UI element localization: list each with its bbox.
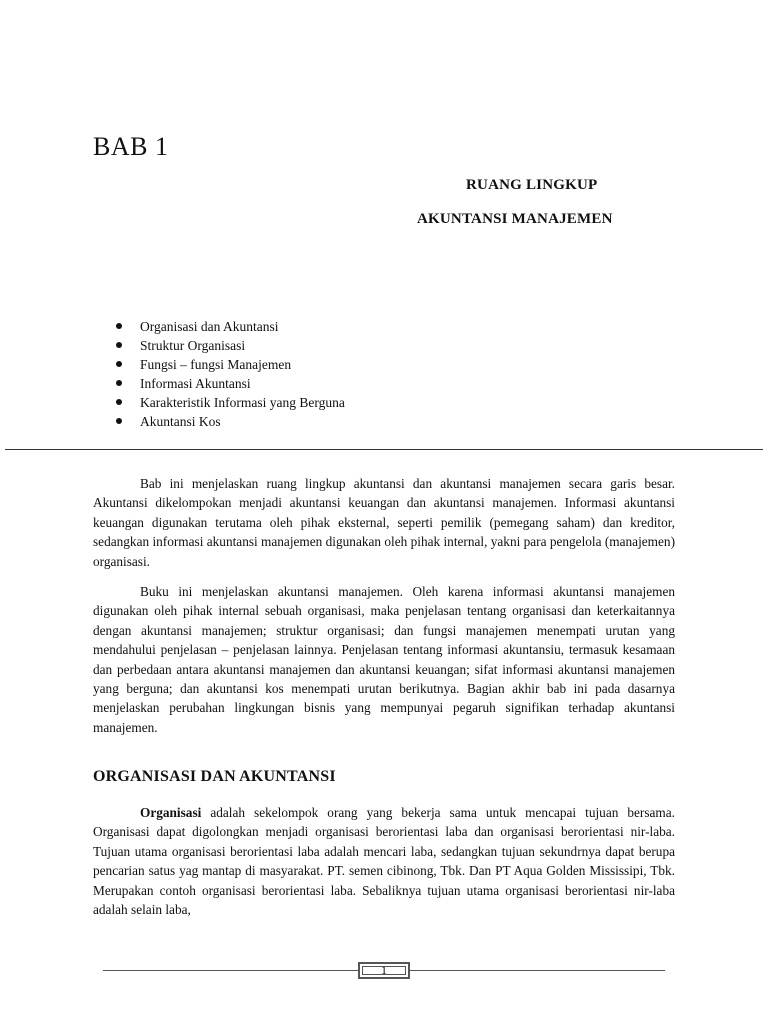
- intro-paragraph: Bab ini menjelaskan ruang lingkup akuntansi dan akuntansi manajemen secara garis besar. Akuntansi dikelompokan menjadi akuntansi keuangan dan akuntansi manajemen. Informasi akuntansi keuangan digunakan terutama oleh pihak eksternal, seperti pemilik (pemegang saham) dan kreditor, sedangkan informasi akuntansi manajemen digunakan oleh pihak internal, yakni para pengelola (manajemen) organisasi.: [93, 476, 675, 569]
- bullet-icon: [116, 399, 122, 405]
- topic-label: Akuntansi Kos: [140, 414, 221, 429]
- section-divider: [5, 449, 763, 450]
- bullet-icon: [116, 380, 122, 386]
- section-paragraph: [93, 803, 675, 919]
- chapter-title-line-1: RUANG LINGKUP: [466, 177, 598, 193]
- topic-label: Karakteristik Informasi yang Berguna: [140, 395, 345, 410]
- topic-label: Informasi Akuntansi: [140, 376, 251, 391]
- bullet-icon: [116, 361, 122, 367]
- page-number: [358, 962, 410, 979]
- list-item: [116, 355, 345, 374]
- list-item: [116, 412, 345, 431]
- overview-paragraph: Buku ini menjelaskan akuntansi manajemen. Oleh karena informasi akuntansi manajemen digunakan oleh pihak internal sebuah organisasi, maka penjelasan tentang organisasi dan keterkaitannya dengan akuntansi manajemen; struktur organisasi; dan fungsi manajemen menempati urutan yang mendahului penjelasan – penjelasan lainnya. Penjelasan tentang informasi akuntansiu, termasuk kesamaan dan perbedaan antara akuntansi manajemen dan akuntansi keuangan; sifat informasi akuntansi manajemen yang berguna; dan akuntansi kos menempati urutan berikutnya. Bagian akhir bab ini pada dasarnya menjelaskan perubahan lingkungan bisnis yang mempunyai pegaruh signifikan terhadap akuntansi manajemen.: [93, 584, 675, 735]
- list-item: [116, 393, 345, 412]
- page-number-text: 1: [381, 963, 387, 977]
- chapter-topics-list: [116, 317, 345, 431]
- bullet-icon: [116, 342, 122, 348]
- bullet-icon: [116, 418, 122, 424]
- chapter-title-line-2: AKUNTANSI MANAJEMEN: [417, 211, 613, 227]
- topic-label: Organisasi dan Akuntansi: [140, 319, 279, 334]
- section-heading: ORGANISASI DAN AKUNTANSI: [93, 768, 336, 785]
- section-body-text: adalah sekelompok orang yang bekerja sama untuk mencapai tujuan bersama. Organisasi dapat digolongkan menjadi organisasi berorientasi laba dan organisasi berorientasi nir-laba. Tujuan utama organisasi berorientasi laba adalah mencari laba, sedangkan tujuan sekundrnya dapat berupa pencarian satus yag mantap di masyarakat. PT. semen cibinong, Tbk. Dan PT Aqua Golden Mississipi, Tbk. Merupakan contoh organisasi berorientasi laba. Sebaliknya tujuan utama organisasi berorientasi nir-laba adalah selain laba,: [93, 805, 675, 918]
- list-item: [116, 374, 345, 393]
- list-item: [116, 317, 345, 336]
- chapter-label: BAB 1: [93, 132, 169, 161]
- bullet-icon: [116, 323, 122, 329]
- defined-term: Organisasi: [140, 805, 202, 820]
- topic-label: Struktur Organisasi: [140, 338, 246, 353]
- list-item: [116, 336, 345, 355]
- topic-label: Fungsi – fungsi Manajemen: [140, 357, 292, 372]
